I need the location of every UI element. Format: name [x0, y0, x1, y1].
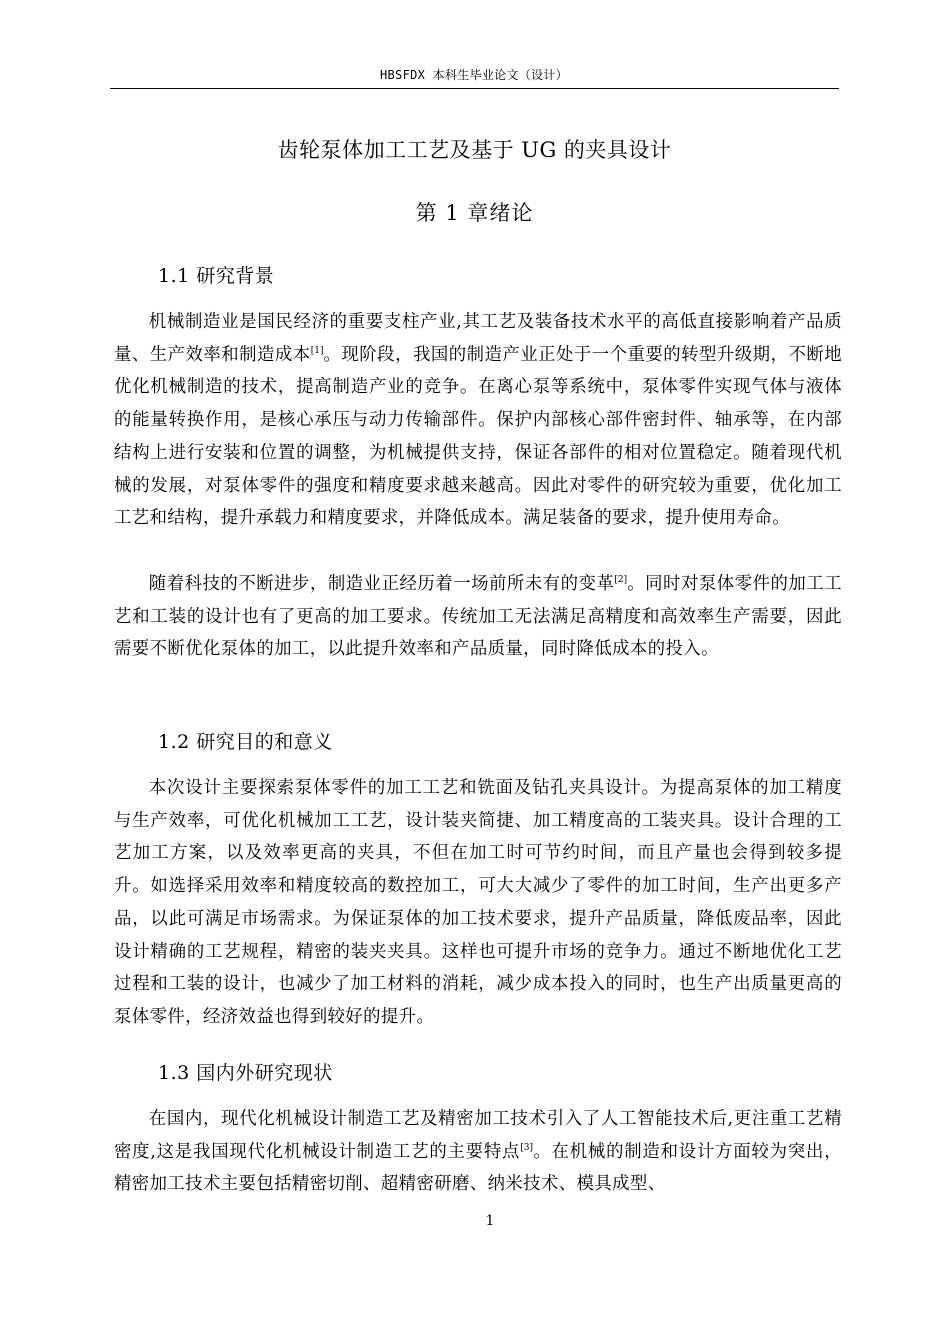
- section-heading-1-1: 1.1 研究背景: [158, 265, 275, 287]
- citation-ref: [3]: [520, 1142, 533, 1153]
- document-title: 齿轮泵体加工工艺及基于 UG 的夹具设计: [277, 138, 672, 162]
- paragraph-purpose-significance: [114, 772, 842, 1034]
- section-heading-1-3: 1.3 国内外研究现状: [158, 1062, 333, 1084]
- paragraph-research-background-2: [114, 568, 842, 666]
- paragraph-research-status: [114, 1103, 842, 1201]
- citation-ref: [2]: [614, 575, 628, 586]
- section-heading-1-2: 1.2 研究目的和意义: [158, 731, 333, 753]
- page-number: 1: [485, 1213, 495, 1229]
- chapter-title: 第 1 章绪论: [415, 201, 534, 225]
- paragraph-text: 。同时对泵体零件的加工工艺和工装的设计也有了更高的加工要求。传统加工无法满足高精度和高效率生产需要，因此需要不断优化泵体的加工，以此提升效率和产品质量，同时降低成本的投入。: [114, 574, 843, 660]
- paragraph-text: 。现阶段，我国的制造产业正处于一个重要的转型升级期，不断地优化机械制造的技术，提高制造产业的竞争。在离心泵等系统中，泵体零件实现气体与液体的能量转换作用，是核心承压与动力传输部件。保护内部核心部件密封件、轴承等，在内部结构上进行安装和位置的调整，为机械提供支持，保证各部件的相对位置稳定。随着现代机械的发展，对泵体零件的强度和精度要求越来越高。因此对零件的研究较为重要，优化加工工艺和结构，提升承载力和精度要求，并降低成本。满足装备的要求，提升使用寿命。: [114, 344, 843, 529]
- paragraph-text: 。在机械的制造和设计方面较为突出，精密加工技术主要包括精密切削、超精密研磨、纳米技术、模具成型、: [114, 1141, 842, 1195]
- citation-ref: [1]: [310, 345, 324, 356]
- paragraph-text: 本次设计主要探索泵体零件的加工工艺和铣面及钻孔夹具设计。为提高泵体的加工精度与生产效率，可优化机械加工工艺，设计装夹简捷、加工精度高的工装夹具。设计合理的工艺加工方案，以及效率更高的夹具，不但在加工时可节约时间，而且产量也会得到较多提升。如选择采用效率和精度较高的数控加工，可大大减少了零件的加工时间，生产出更多产品，以此可满足市场需求。为保证泵体的加工技术要求，提升产品质量，降低废品率，因此设计精确的工艺规程，精密的装夹夹具。这样也可提升市场的竞争力。通过不断地优化工艺过程和工装的设计，也减少了加工材料的消耗，减少成本投入的同时，也生产出质量更高的泵体零件，经济效益也得到较好的提升。: [114, 778, 842, 1027]
- paragraph-text: 机械制造业是国民经济的重要支柱产业,其工艺及装备技术水平的高低直接影响着产品质量、生产效率和制造成本: [114, 312, 842, 365]
- header-rule: [110, 88, 839, 89]
- paragraph-text: 随着科技的不断进步，制造业正经历着一场前所未有的变革: [148, 574, 615, 594]
- paragraph-research-background-1: [114, 306, 842, 535]
- paragraph-text: 在国内，现代化机械设计制造工艺及精密加工技术引入了人工智能技术后,更注重工艺精密度,这是我国现代化机械设计制造工艺的主要特点: [114, 1109, 842, 1162]
- page-header: HBSFDX 本科生毕业论文（设计）: [380, 68, 568, 82]
